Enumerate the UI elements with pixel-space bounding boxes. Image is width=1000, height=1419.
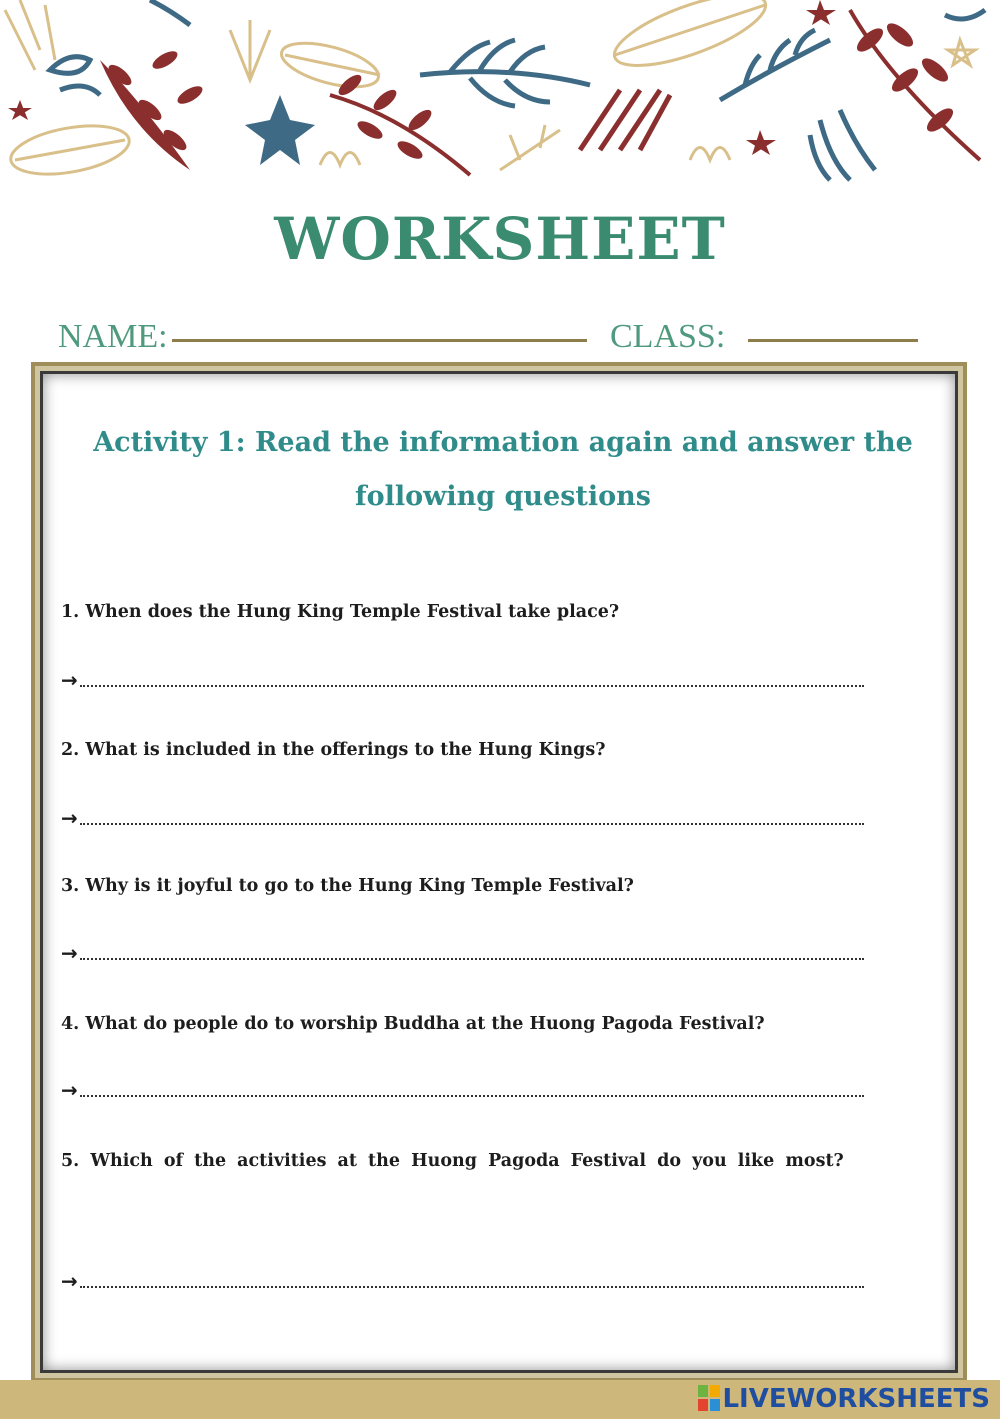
answer-line-3[interactable] xyxy=(61,941,864,965)
arrow-icon: → xyxy=(61,941,78,965)
activity-heading: Activity 1: Read the information again and answer the following questions xyxy=(93,427,913,512)
question-2: 2. What is included in the offerings to the Hung Kings? xyxy=(61,740,606,760)
answer-line-5[interactable] xyxy=(61,1269,864,1293)
answer-dots xyxy=(80,823,864,825)
arrow-icon: → xyxy=(61,806,78,830)
brand-name: LIVEWORKSHEETS xyxy=(722,1384,990,1414)
question-1: 1. When does the Hung King Temple Festival take place? xyxy=(61,602,620,622)
arrow-icon: → xyxy=(61,1269,78,1293)
answer-dots xyxy=(80,1095,864,1097)
arrow-icon: → xyxy=(61,1078,78,1102)
class-field[interactable] xyxy=(748,339,918,342)
name-label: NAME: xyxy=(58,318,168,355)
name-field[interactable] xyxy=(172,339,587,342)
leaf-icon xyxy=(5,0,975,182)
answer-line-4[interactable] xyxy=(61,1078,864,1102)
class-label: CLASS: xyxy=(610,318,726,355)
page-title: WORKSHEET xyxy=(274,205,726,273)
leaf-icon xyxy=(8,0,980,175)
question-3: 3. Why is it joyful to go to the Hung King Temple Festival? xyxy=(61,876,634,896)
answer-dots xyxy=(80,958,864,960)
arrow-icon: → xyxy=(61,668,78,692)
answer-dots xyxy=(80,685,864,687)
answer-line-1[interactable] xyxy=(61,668,864,692)
worksheet-panel xyxy=(40,371,958,1373)
worksheet-frame xyxy=(31,362,967,1382)
answer-line-2[interactable] xyxy=(61,806,864,830)
answer-dots xyxy=(80,1286,864,1288)
liveworksheets-logo-icon xyxy=(698,1385,720,1411)
question-4: 4. What do people do to worship Buddha at the Huong Pagoda Festival? xyxy=(61,1014,765,1034)
question-5: 5. Which of the activities at the Huong Pagoda Festival do you like most? xyxy=(61,1151,844,1171)
brand-link[interactable] xyxy=(698,1384,990,1414)
leaf-banner-decoration xyxy=(0,0,1000,195)
